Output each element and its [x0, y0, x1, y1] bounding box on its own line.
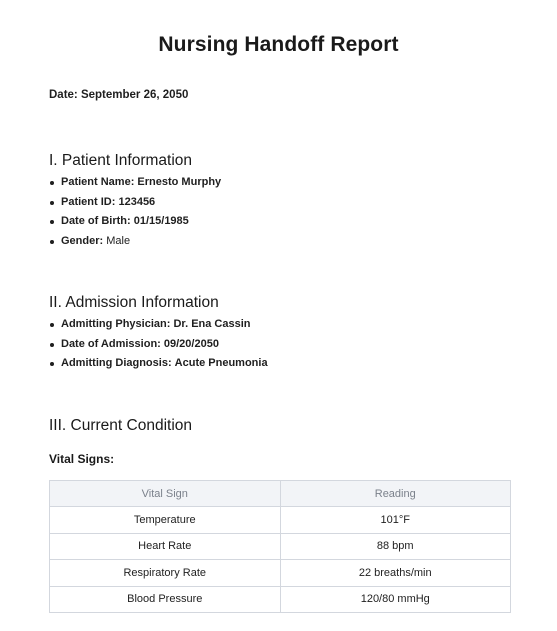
item-value: 09/20/2050 [163, 337, 219, 350]
item-label: Date of Birth: [61, 215, 131, 227]
list-item-admitting-diagnosis [49, 354, 511, 374]
date-value: September 26, 2050 [80, 89, 189, 101]
admission-information-list [49, 315, 511, 374]
section-heading-patient-information: I. Patient Information [49, 152, 193, 169]
table-header-row [50, 481, 511, 507]
patient-information-list [49, 173, 511, 251]
item-label: Admitting Diagnosis: [61, 357, 172, 369]
vital-sign-cell: Respiratory Rate [50, 560, 281, 586]
item-label: Patient Name: [61, 176, 135, 188]
reading-cell: 101°F [280, 507, 511, 533]
item-value: 123456 [118, 195, 156, 208]
item-value: Dr. Ena Cassin [173, 318, 251, 330]
column-header-reading: Reading [280, 481, 511, 507]
page-title: Nursing Handoff Report [158, 33, 399, 56]
table-row [50, 533, 511, 559]
vital-sign-cell: Temperature [50, 507, 281, 533]
table-row [50, 507, 511, 533]
reading-cell: 22 breaths/min [280, 560, 511, 586]
section-heading-admission-information: II. Admission Information [49, 294, 219, 311]
item-label: Gender: [61, 234, 104, 247]
vital-sign-cell: Heart Rate [50, 533, 281, 559]
item-label: Date of Admission: [61, 337, 161, 350]
admission-information-section [49, 293, 511, 374]
list-item-admitting-physician [49, 315, 511, 335]
list-item-date-of-admission [49, 335, 511, 355]
item-value: Ernesto Murphy [137, 176, 222, 188]
item-value: Acute Pneumonia [174, 357, 268, 369]
list-item-patient-id [49, 193, 511, 213]
item-label: Admitting Physician: [61, 318, 171, 330]
section-heading-current-condition: III. Current Condition [49, 417, 193, 434]
column-header-vital-sign: Vital Sign [50, 481, 281, 507]
reading-cell: 120/80 mmHg [280, 586, 511, 612]
patient-information-section [49, 151, 511, 251]
vital-signs-table [49, 480, 511, 613]
vital-sign-cell: Blood Pressure [50, 586, 281, 612]
item-value: Male [106, 234, 131, 247]
table-row [50, 560, 511, 586]
list-item-gender [49, 232, 511, 252]
report-date [49, 89, 188, 101]
list-item-patient-name [49, 173, 511, 193]
current-condition-section [49, 416, 511, 436]
vital-signs-heading: Vital Signs: [49, 452, 115, 466]
reading-cell: 88 bpm [280, 533, 511, 559]
item-value: 01/15/1985 [133, 215, 189, 227]
date-label: Date: [49, 89, 78, 101]
item-label: Patient ID: [61, 195, 116, 208]
list-item-date-of-birth [49, 212, 511, 232]
table-row [50, 586, 511, 612]
